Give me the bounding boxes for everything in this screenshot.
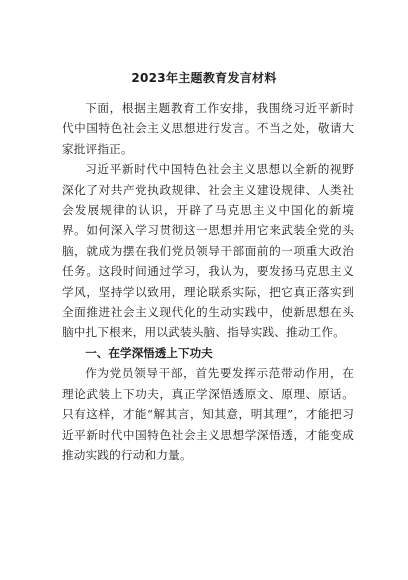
- intro-paragraph: 下面，根据主题教育工作安排，我围绕习近平新时代中国特色社会主义思想进行发言。不当之处，敬请大家批评指正。: [62, 101, 354, 156]
- section-heading: 一、在学深悟透上下功夫: [85, 345, 213, 360]
- body-paragraph: 习近平新时代中国特色社会主义思想以全新的视野深化了对共产党执政规律、社会主义建设规律、人类社会发展规律的认识，开辟了马克思主义中国化的新境界。如何深入学习贯彻这一思想并用它来武装全党的头脑，就成为摆在我们党员领导干部面前的一项重大政治任务。这段时间通过学习，我认为，要发扬马克思主义学风，坚持学以致用，理论联系实际，把它真正落实到全面推进社会主义现代化的生动实践中，使新思想在头脑中扎下根来，用以武装头脑、指导实践、推动工作。: [62, 162, 354, 340]
- document-body: [62, 98, 354, 465]
- section-paragraph: 作为党员领导干部，首先要发挥示范带动作用，在理论武装上下功夫，真正学深悟透原文、原理、原话。只有这样，才能“解其言，知其意，明其理”，才能把习近平新时代中国特色社会主义思想学深悟透，才能变成推动实践的行动和力量。: [62, 366, 354, 462]
- document-title: 2023年主题教育发言材料: [131, 71, 277, 85]
